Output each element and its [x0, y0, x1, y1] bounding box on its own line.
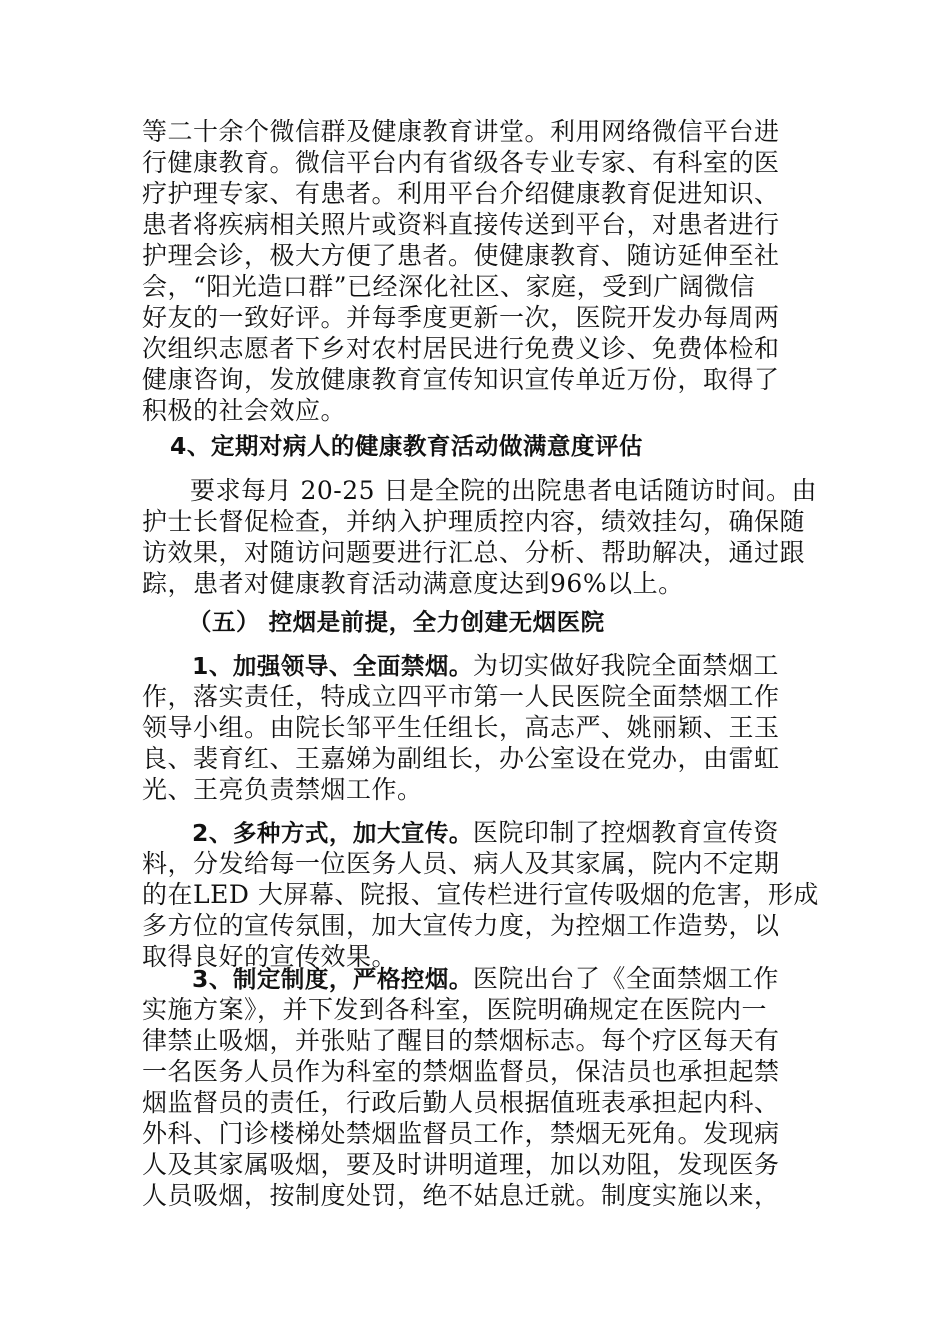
item-title: 3、制定制度，严格控烟。	[192, 965, 473, 993]
text-line	[192, 650, 779, 682]
text-line: 律禁止吸烟，并张贴了醒目的禁烟标志。每个疗区每天有	[142, 1026, 780, 1055]
text-line: 患者将疾病相关照片或资料直接传送到平台，对患者进行	[142, 210, 780, 239]
text-line: 实施方案》，并下发到各科室，医院明确规定在医院内一	[142, 995, 768, 1024]
text-line: 踪，患者对健康教育活动满意度达到96%以上。	[142, 569, 684, 598]
text-line: 取得良好的宣传效果。	[142, 942, 398, 971]
section-heading-smoke-free: （五） 控烟是前提，全力创建无烟医院	[188, 608, 605, 636]
text-line: 多方位的宣传氛围，加大宣传力度，为控烟工作造势，以	[142, 911, 780, 940]
text-line: 人及其家属吸烟，要及时讲明道理，加以劝阻，发现医务	[142, 1150, 780, 1179]
text-line: 要求每月 20-25 日是全院的出院患者电话随访时间。由	[190, 476, 817, 505]
text-line: 等二十余个微信群及健康教育讲堂。利用网络微信平台进	[142, 117, 780, 146]
item-title: 1、加强领导、全面禁烟。	[192, 652, 473, 680]
text-line	[192, 963, 779, 995]
text-line: 的在LED 大屏幕、院报、宣传栏进行宣传吸烟的危害，形成	[142, 880, 819, 909]
text-line: 健康咨询，发放健康教育宣传知识宣传单近万份，取得了	[142, 365, 780, 394]
text-line: 外科、门诊楼梯处禁烟监督员工作，禁烟无死角。发现病	[142, 1119, 780, 1148]
text-line: 人员吸烟，按制度处罚，绝不姑息迁就。制度实施以来，	[142, 1181, 780, 1210]
text-line	[192, 817, 779, 849]
text-line: 护理会诊，极大方便了患者。使健康教育、随访延伸至社	[142, 241, 780, 270]
item-title: 2、多种方式，加大宣传。	[192, 819, 473, 847]
text-line: 会，“阳光造口群”已经深化社区、家庭，受到广阔微信	[142, 272, 756, 301]
text-line: 护士长督促检查，并纳入护理质控内容，绩效挂勾，确保随	[142, 507, 806, 536]
section-heading-satisfaction: 4、定期对病人的健康教育活动做满意度评估	[170, 432, 643, 460]
text-line: 一名医务人员作为科室的禁烟监督员，保洁员也承担起禁	[142, 1057, 780, 1086]
text-line: 积极的社会效应。	[142, 396, 347, 425]
text-line: 良、裴育红、王嘉娣为副组长，办公室设在党办，由雷虹	[142, 744, 780, 773]
text-line: 访效果，对随访问题要进行汇总、分析、帮助解决，通过跟	[142, 538, 806, 567]
text-line: 次组织志愿者下乡对农村居民进行免费义诊、免费体检和	[142, 334, 780, 363]
item-text: 医院出台了《全面禁烟工作	[472, 964, 779, 993]
item-text: 为切实做好我院全面禁烟工	[472, 651, 779, 680]
text-line: 料，分发给每一位医务人员、病人及其家属，院内不定期	[142, 849, 780, 878]
text-line: 领导小组。由院长邹平生任组长，高志严、姚丽颖、王玉	[142, 713, 780, 742]
text-line: 好友的一致好评。并每季度更新一次，医院开发办每周两	[142, 303, 780, 332]
item-text: 医院印制了控烟教育宣传资	[472, 818, 779, 847]
text-line: 疗护理专家、有患者。利用平台介绍健康教育促进知识、	[142, 179, 780, 208]
text-line: 作，落实责任，特成立四平市第一人民医院全面禁烟工作	[142, 682, 780, 711]
text-line: 烟监督员的责任，行政后勤人员根据值班表承担起内科、	[142, 1088, 780, 1117]
text-line: 光、王亮负责禁烟工作。	[142, 775, 423, 804]
text-line: 行健康教育。微信平台内有省级各专业专家、有科室的医	[142, 148, 780, 177]
